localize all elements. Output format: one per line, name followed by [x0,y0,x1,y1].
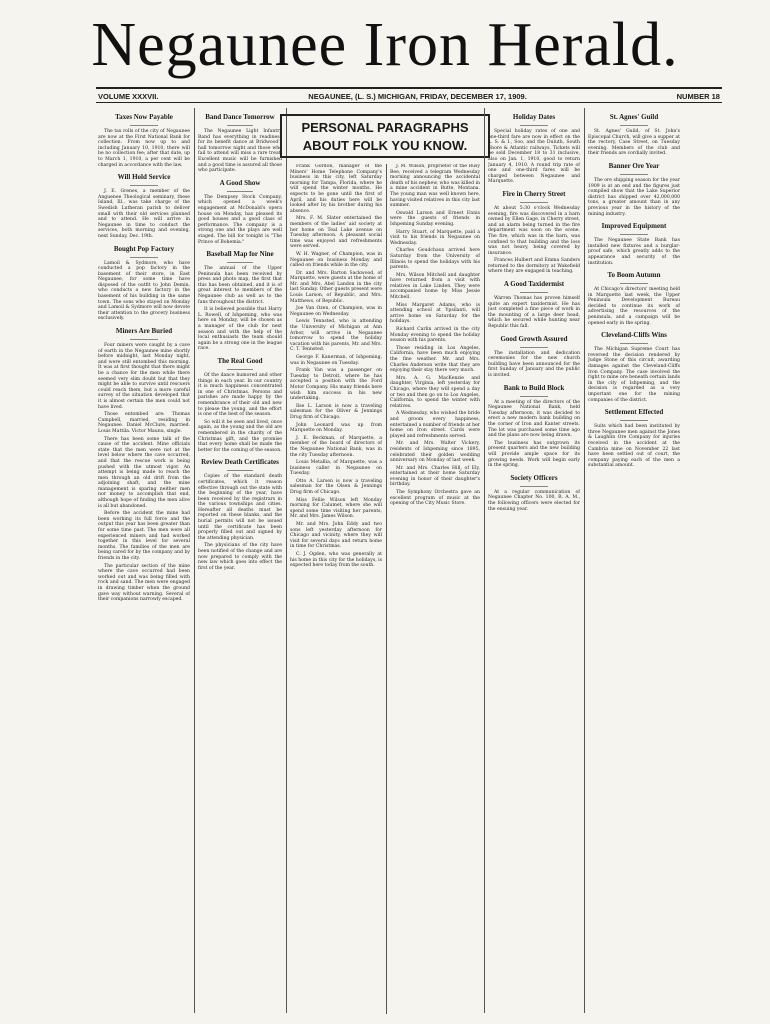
article-headline: Banner Ore Year [608,161,660,170]
article-paragraph: W. H. Wagner, of Champion, was in Negaunee on business Monday and called on friends while in the city. [290,251,382,269]
article-headline: Taxes Now Payable [115,113,173,121]
article-paragraph: The Negaunee State Bank has installed new fixtures and a burglar-proof safe, which greatly adds to the appearance and security of the institution. [588,238,680,266]
article-paragraph: Lamoil & Sydmore, who have conducted a pop factory in the basement of their store, in East Negaunee, for some time have disposed of the outfit to John Demin, who conducts a new factory in the basement of his building in the same town. The sons who stayed on Monday and Lamoil & Sydmore will now devote their attention to the grocery business exclusively. [98,260,190,322]
headline-rule [520,347,548,348]
article-headline: Baseball Map for Nine [206,250,274,259]
article-paragraph: Frank Gordon, manager of the Miners' Home Telephone Company's business in this city, left Saturday morning for Tampa, Florida, where he will spend the winter months. He expects to be gone until the first of April, and his duties here will be looked after by his brother during his absence. [290,164,382,214]
article-paragraph: A Wednesday, who wished the bride and groom every happiness, entertained a number of friends at her home on Iron street. Cards were played and refreshments served. [390,411,480,439]
headline-rule [620,174,648,175]
headline-rule [227,262,252,263]
article-paragraph: It is believed possible that Harry L. Rowell, of Ishpeming, who was here on Monday, will be chosen as a manager of the club for next season and with the help of the local enthusiasts the team should again be a strong one in the league race. [198,307,282,352]
headline-rule [620,343,648,344]
column-rule [286,108,287,1013]
article-paragraph: Frank Van was a passenger on Tuesday to Detroit, where he has accepted a position with the Ford Motor Company. His many friends here wish him success in his new undertaking. [290,368,382,402]
article-paragraph: So will it be seen and lived, once again, as the young and the old are remembered in the charity of the Christmas gift, and the promise that every home shall be made the better for the coming of the season. [198,419,282,453]
masthead-title: Negaunee Iron Herald. [91,11,679,79]
article-paragraph: The physicians of the city have been notified of the change and are now prepared to comply with the new law which goes into effect the first of the year. [198,543,282,571]
article-paragraph: Four miners were caught by a cave of earth in the Negaunee mine shortly before midnight, last Monday night, and were still entombed this morning. It was at first thought that there might be a chance for the men while there seemed very slim doubt but that they might be able to survive until rescuers could reach them, but a more careful survey of the situation developed that it is almost certain the men could not have lived. [98,343,190,410]
article-headline: A Good Taxidermist [503,280,565,289]
article-paragraph: J. M. Wilson, proprietor of the Busy Bee, received a telegram Wednesday morning announcing the accidental death of his nephew, who was killed in a mine accident in Butte, Montana. The young man was well known here, having visited relatives in this city last summer. [390,164,480,209]
banner-line-1: PERSONAL PARAGRAPHS [301,120,469,135]
column-1 [98,108,190,1016]
article-paragraph: Dr. and Mrs. Barton Sackwood, of Marquette, were guests at the home of Mr. and Mrs. Abel Landon in the city last Sunday. Other guests present were Louis Larson, of Republic, and Mrs. Matthews, of Republic. [290,270,382,304]
article-headline: Band Dance Tomorrow [205,113,275,121]
personal-paragraphs-banner [280,114,490,158]
headline-rule [520,396,548,397]
article-paragraph: J. E. Beckman, of Marquette, a member of the board of directors of the Negaunee National Bank, was in the city Tuesday afternoon. [290,435,382,458]
article-paragraph: J. E. Grenes, a member of the Anguenee Theological seminary, these Island, Ill., was take charge of the Swedish Lutheran parish to deliver small with their old services planned and to attend. He will arrive in Negaunee in time to conduct the services, both morning and evening, next Sunday, Dec. 19th. [98,189,190,239]
article-paragraph: There has been some talk of the cause of the accident. Mine officials state that the men were not at the level below where the cave occurred, and that the rescue work is being pushed with the utmost vigor. An attempt is being made to reach the men through an old drift from the adjoining shaft, and the mine management is sparing neither men nor money to accomplish that end, although hope of finding the men alive is all but abandoned. [98,436,190,509]
article-paragraph: Ilse L. Larson is now a traveling salesman for the Oliver & Jennings Drug firm of Chicago. [290,403,382,420]
article-paragraph: Special holiday rates of one and one-third fare are now in effect on the L. S. & I., Soo, and the Duluth, South Shore & Atlantic railways. Tickets will be sold December 18 to 31 inclusive, also on Jan. 1, 1910, good to return January 4, 1910. A round trip rate of one and one-third fares will be charged between Negaunee and Marquette. [488,129,580,185]
article-headline: Society Officers [510,473,558,482]
article-paragraph: The annual of the Upper Peninsula has been received by press and photo map, the first that this has been obtained, and it is of great interest to members of the Negaunee club as well as to the fans throughout the district. [198,266,282,305]
headline-rule [227,470,252,471]
article-paragraph: Warren Thomas has proven himself quite an expert taxidermist. He has just completed a fine piece of work in the mounting of a large deer head, which he secured while hunting near Republic this fall. [488,296,580,330]
article-headline: Settlement Effected [604,408,664,417]
article-headline: Will Hold Service [117,173,171,182]
article-paragraph: At Chicago's directors' meeting held in Marquette last week, the Upper Peninsula Development Bureau decided to continue its work of advertising the resources of the peninsula, and a campaign will be opened early in the spring. [588,287,680,326]
article-paragraph: Before the accident the mine had been working its full force and the output this year has been greater than for some time past. The men were all experienced miners and had worked together in this level for several months. The families of the men are being cared for by the company and by friends in the city. [98,511,190,561]
headline-rule [620,234,648,235]
article-paragraph: Mr. and Mrs. Charles Hill, of Ely, entertained at their home Saturday evening in honor of their daughter's birthday. [390,465,480,488]
article-paragraph: Frances Hulbert and Emma Sanders returned to the dormitory at Wakefield where they are engaged in teaching. [488,258,580,275]
column-rule [194,108,195,1013]
article-paragraph: The tax rolls of the city of Negaunee are now at the First National Bank for collection. From now up to and including January 10, 1910, there will be no collection fee; after that date, up to March 1, 1910, a per cent will be charged in accordance with the law. [98,129,190,168]
headline-rule [520,292,548,293]
article-paragraph: Suits which had been instituted by three Negaunee men against the Jones & Laughlin Ore Company for injuries received in the accident at the Cambria mine on November 22 last have been settled out of court, the company paying each of the men a substantial amount. [588,424,680,469]
column-4 [390,164,480,1014]
column-5 [488,108,580,1016]
article-paragraph: Mrs. A. G. MacKenzie and daughter, Virginia, left yesterday for Chicago, where they will spend a day or two and then go on to Los Angeles, California, to spend the winter with relatives. [390,375,480,409]
article-headline: St. Agnes' Guild [609,113,659,121]
column-3 [290,164,382,1014]
article-paragraph: Miss Margaret Adams, who is attending school at Ypsilanti, will arrive home on Saturday for the holidays. [390,302,480,325]
article-paragraph: Those residing in Los Angeles, California, have been much enjoying the fine weather. Mr. and Mrs. Charles Anderson write that they are enjoying their stay there very much. [390,345,480,374]
article-paragraph: Those entombed are: Thomas Campbell, married, residing in Negaunee. Daniel McClure, married. Louis Mattila. Victor Maunu, single. [98,412,190,434]
article-paragraph: Otto A. Larsen is now a traveling salesman for the Olsen & Jennings Drug firm of Chicago. [290,478,382,496]
headline-rule [130,125,158,126]
article-paragraph: The Dempsey Stock Company, which opened a week's engagement at McDonald's opera house on Monday, has pleased its good houses and a good class of performance. The company is a strong one and the plays are well staged. The bill for tonight is "The Prince of Bohemia." [198,194,282,245]
headline-rule [227,369,252,370]
banner-line-2: ABOUT FOLK YOU KNOW. [302,138,468,153]
article-paragraph: Charles Goudchaux arrived here Saturday from the University of Illinois to spend the holidays with his parents. [390,248,480,271]
headline-rule [620,283,648,284]
volume-label: VOLUME XXXVII. [98,92,159,101]
headline-rule [130,185,158,186]
article-headline: Fire in Cherry Street [502,189,566,198]
article-headline: Miners Are Buried [115,327,173,336]
article-headline: Good Growth Assured [500,334,568,343]
article-paragraph: St. Agnes' Guild, of St. John's Episcopal Church, will give a supper at the rectory, Case Street, on Tuesday evening. Members of the club and their friends are cordially invited. [588,129,680,157]
article-paragraph: At a regular communication of Negaunee Chapter No. 100, R. A. M., the following officers were elected for the ensuing year. [488,489,580,512]
article-paragraph: The Negaunee Light Infantry Band has everything in readiness for its benefit dance at Bridwood's hall tomorrow night and those who fail to attend will miss a rare treat. Excellent music will be furnished and a good time is assured all those who participate. [198,129,282,174]
article-paragraph: Louis Metallia, of Marquette, was a business caller in Negaunee on Tuesday. [290,460,382,477]
article-paragraph: Oswald Larson and Ernest Ennis were the guests of friends in Ishpeming Sunday evening. [390,210,480,227]
article-paragraph: Lewis Tennsted, who is attending the University of Michigan at Ann Arbor, will arrive in Negaunee tomorrow to spend the holiday vacation with his parents, Mr. and Mrs. C. T. Tennsted. [290,319,382,353]
article-paragraph: At a meeting of the directors of the Negaunee National Bank, held Tuesday afternoon, it was decided to erect a new modern bank building on the corner of Iron and Kanter streets. The lot was purchased some time ago and the plans are now being drawn. [488,399,580,439]
headline-rule [620,420,648,421]
article-headline: A Good Show [219,178,261,187]
headline-rule [130,257,158,258]
article-paragraph: The particular section of the mine where the cave occurred had been worked out and was being filled with rock and sand. The men were engaged in drawing timber when the ground gave way without warning. Several of their companions narrowly escaped. [98,563,190,603]
article-paragraph: Mr. and Mrs. Walter Vickery, residents of Ishpeming since 1895, celebrated their golden wedding anniversary on Monday of last week. [390,441,480,464]
headline-rule [520,202,548,203]
place-date-label: NEGAUNEE, (L. S.) MICHIGAN, FRIDAY, DECEMBER 17, 1909. [308,92,527,101]
article-paragraph: At about 5:30 o'clock Wednesday evening, fire was discovered in a barn owned by Ellen Gage, in Cherry street, and an alarm being turned in the fire department was soon on the scene. The fire, which was in the barn, was confined to that building and the loss was not heavy, being covered by insurance. [488,205,580,256]
article-paragraph: The Michigan Supreme Court has reversed the decision rendered by Judge Stone of this circuit, awarding damages against the Cleveland-Cliffs Iron Company. The case involved the right to mine ore beneath certain lands in the city of Ishpeming, and the decision is regarded as a very important one for the mining companies of the district. [588,347,680,403]
article-paragraph: Of the dance humored and other things in each year. In our country it is much happiness concentrated in one of Christmas. Persons and parishes are made happy by the remembrance of their old and new to please the young, and the effort is one of the best of the season. [198,373,282,418]
headline-rule [227,191,252,192]
dateline-bar [96,87,722,103]
article-paragraph: The installation and dedication ceremonies for the new church building have been announced for the first Sunday of January and the public is invited. [488,350,580,378]
article-paragraph: Copies of the standard death certificates, which it reason effective through out the state with the beginning of the year, have been received by the registrars in the various townships and cities. Hereafter all deaths must be reported on these blanks, and the burial permits will not be issued until the certificate has been properly filled out and signed by the attending physician. [198,474,282,541]
article-paragraph: John Leonard was up from Marquette on Monday. [290,422,382,434]
headline-rule [620,125,648,126]
column-rule [484,108,485,1013]
article-headline: Improved Equipment [601,222,667,231]
column-6 [588,108,680,1016]
article-paragraph: The Symphony Orchestra gave an excellent program of music at the opening of the City Music Store. [390,490,480,507]
article-paragraph: Richard Carlin arrived in the city Monday evening to spend the holiday season with his parents. [390,327,480,344]
article-paragraph: Mrs. F. M. Slater entertained the members of the ladies' aid society at her home on Teal Lake avenue on Tuesday afternoon. A pleasant social time was enjoyed and refreshments were served. [290,216,382,250]
issue-number-label: NUMBER 18 [676,92,720,101]
headline-rule [130,339,158,340]
article-paragraph: The business has outgrown its present quarters and the new building will provide ample space for its growing needs. Work will begin early in the spring. [488,440,580,469]
headline-rule [520,486,548,487]
article-headline: Bank to Build Block [503,383,565,392]
headline-rule [520,125,548,126]
article-headline: Review Death Certificates [201,458,279,467]
article-paragraph: Mrs. Wilson Mitchell and daughter have returned from a visit with relatives in Lake Linden. They were accompanied home by Miss Jessie Mitchell. [390,272,480,301]
column-rule [386,164,387,1014]
article-headline: The Real Good [217,357,263,365]
article-paragraph: C. J. Ogden, who was generally at his home in this city for the holidays, is expected here today from the south. [290,552,382,569]
headline-rule [227,125,252,126]
article-headline: Cleveland-Cliffs Wins [601,331,667,340]
article-headline: To Boom Autumn [607,271,661,280]
article-headline: Holiday Dates [512,113,556,121]
article-headline: Bought Pop Factory [113,244,175,253]
column-rule [584,108,585,1013]
article-paragraph: The ore shipping season for the year 1909 is at an end and the figures just compiled show that the Lake Superior district has shipped over 42,000,000 tons, a greater amount than in any previous year in the history of the mining industry. [588,177,680,217]
article-paragraph: George F. Kanerman, of Ishpeming, was in Negaunee on Tuesday. [290,355,382,366]
article-paragraph: Mr. and Mrs. John Eddy and two sons left yesterday afternoon for Chicago and vicinity, where they will visit for several days and return home in time for Christmas. [290,522,382,550]
column-2 [198,108,282,1016]
article-paragraph: Joe Van Ozen, of Champion, was in Negaunee on Wednesday. [290,306,382,317]
article-paragraph: Harry Stuart, of Marquette, paid a visit to his friends in Negaunee on Wednesday. [390,229,480,246]
article-paragraph: Miss Fellie Wilson left Monday morning for Calumet, where she will spend some time visiting her parents, Mr. and Mrs. James Wilson. [290,497,382,520]
